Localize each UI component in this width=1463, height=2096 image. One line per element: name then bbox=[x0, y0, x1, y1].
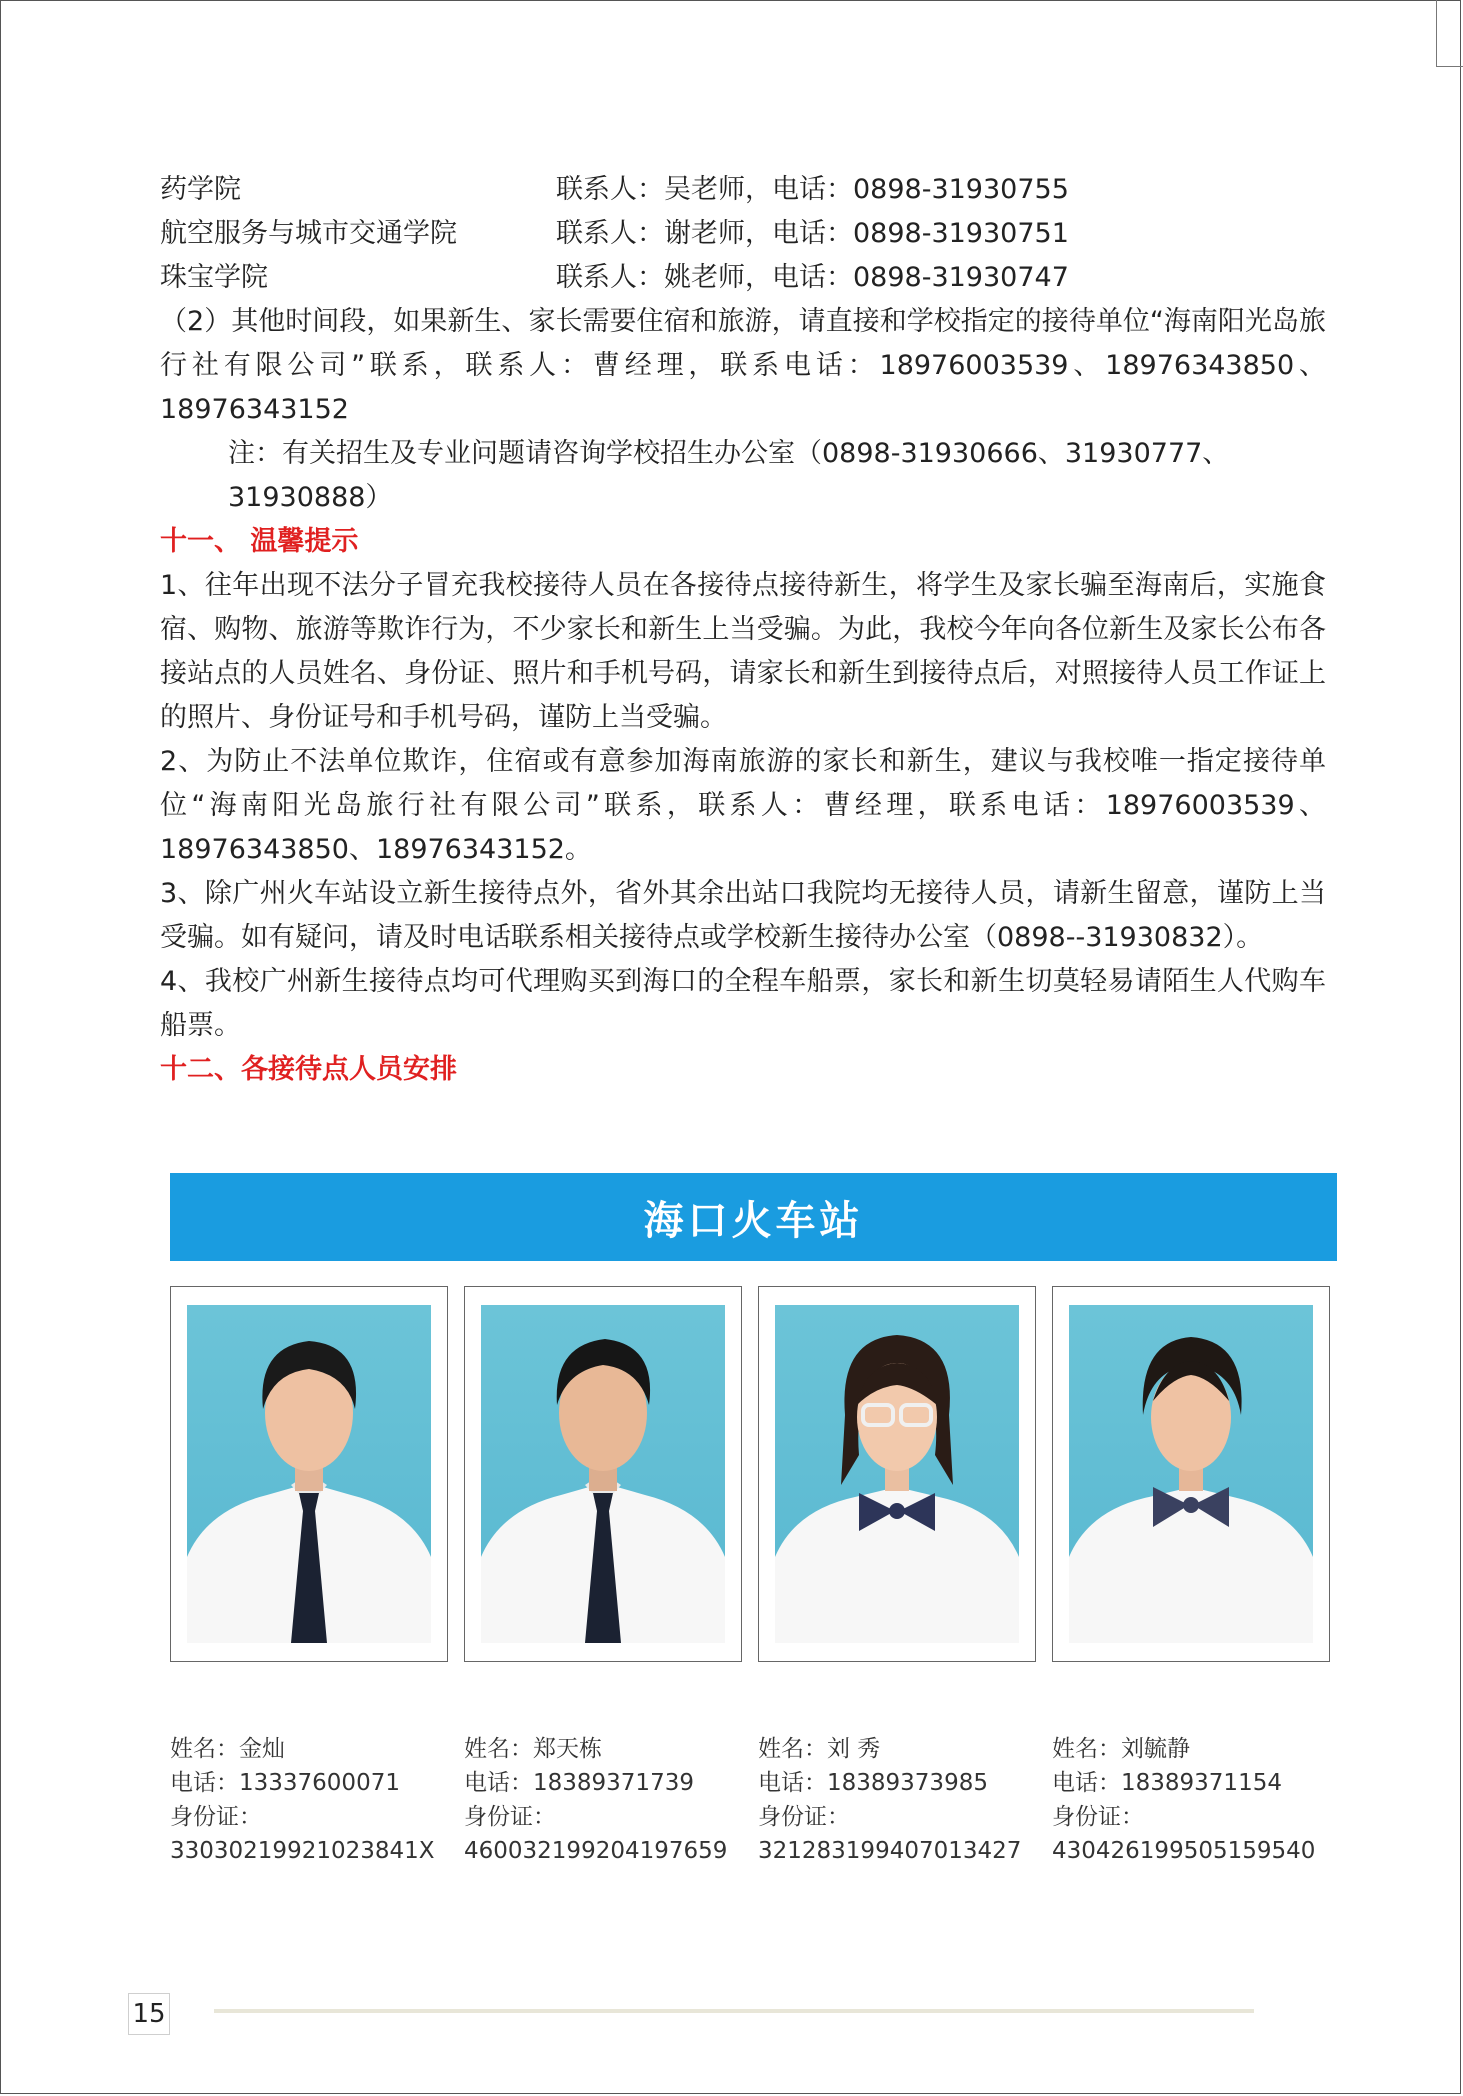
tip-item: 4、我校广州新生接待点均可代理购买到海口的全程车船票，家长和新生切莫轻易请陌生人代购车船票。 bbox=[160, 966, 1326, 1041]
section-12-title: 十二、各接待点人员安排 bbox=[160, 1054, 457, 1085]
document-body bbox=[160, 168, 1326, 1092]
staff-info bbox=[758, 1732, 1038, 1868]
dept-contact: 联系人：谢老师，电话：0898-31930751 bbox=[556, 218, 1069, 249]
staff-photo bbox=[1069, 1305, 1313, 1643]
staff-photo-card bbox=[170, 1286, 448, 1662]
staff-id-label: 身份证： bbox=[758, 1804, 850, 1830]
tip-item: 2、为防止不法单位欺诈，住宿或有意参加海南旅游的家长和新生，建议与我校唯一指定接待单位“海南阳光岛旅行社有限公司”联系，联系人：曹经理，联系电话：18976003539、18976343850、18976343152。 bbox=[160, 746, 1326, 865]
staff-id-label: 身份证： bbox=[464, 1804, 556, 1830]
dept-name: 航空服务与城市交通学院 bbox=[160, 218, 457, 249]
staff-info bbox=[464, 1732, 744, 1868]
staff-name: 姓名：刘 秀 bbox=[758, 1736, 881, 1762]
staff-name: 姓名：郑天栋 bbox=[464, 1736, 602, 1762]
tip-item: 1、往年出现不法分子冒充我校接待人员在各接待点接待新生，将学生及家长骗至海南后，实施食宿、购物、旅游等欺诈行为，不少家长和新生上当受骗。为此，我校今年向各位新生及家长公布各接站点的人员姓名、身份证、照片和手机号码，请家长和新生到接待点后，对照接待人员工作证上的照片、身份证号和手机号码，谨防上当受骗。 bbox=[160, 570, 1326, 733]
contact-row bbox=[160, 168, 1326, 212]
staff-info bbox=[170, 1732, 450, 1868]
portrait-female-icon bbox=[1069, 1305, 1313, 1643]
staff-name: 姓名：金灿 bbox=[170, 1736, 285, 1762]
portrait-male-icon bbox=[481, 1305, 725, 1643]
staff-name: 姓名：刘毓静 bbox=[1052, 1736, 1190, 1762]
station-name: 海口火车站 bbox=[643, 1197, 864, 1244]
staff-photo bbox=[187, 1305, 431, 1643]
dept-contact: 联系人：姚老师，电话：0898-31930747 bbox=[556, 262, 1069, 293]
dept-name: 药学院 bbox=[160, 174, 241, 205]
staff-phone: 电话：18389373985 bbox=[758, 1770, 988, 1796]
page-number: 15 bbox=[128, 1993, 170, 2035]
staff-photo-card bbox=[464, 1286, 742, 1662]
station-banner bbox=[170, 1173, 1337, 1261]
tip-item: 3、除广州火车站设立新生接待点外，省外其余出站口我院均无接待人员，请新生留意，谨防上当受骗。如有疑问，请及时电话联系相关接待点或学校新生接待办公室（0898--31930832）。 bbox=[160, 878, 1326, 953]
staff-id: 430426199505159540 bbox=[1052, 1838, 1316, 1864]
staff-photo bbox=[775, 1305, 1019, 1643]
staff-photo bbox=[481, 1305, 725, 1643]
page-fold-mark bbox=[1436, 0, 1463, 67]
dept-contact: 联系人：吴老师，电话：0898-31930755 bbox=[556, 174, 1069, 205]
note-paragraph: 注：有关招生及专业问题请咨询学校招生办公室（0898-31930666、31930777、31930888） bbox=[228, 438, 1230, 513]
footer-divider bbox=[214, 2009, 1254, 2013]
staff-info bbox=[1052, 1732, 1332, 1868]
staff-id-label: 身份证： bbox=[1052, 1804, 1144, 1830]
portrait-female-icon bbox=[775, 1305, 1019, 1643]
other-time-paragraph: （2）其他时间段，如果新生、家长需要住宿和旅游，请直接和学校指定的接待单位“海南阳光岛旅行社有限公司”联系，联系人：曹经理，联系电话：18976003539、18976343850、18976343152 bbox=[160, 306, 1326, 425]
staff-phone: 电话：18389371739 bbox=[464, 1770, 694, 1796]
staff-id: 33030219921023841X bbox=[170, 1838, 435, 1864]
staff-id: 321283199407013427 bbox=[758, 1838, 1022, 1864]
staff-phone: 电话：18389371154 bbox=[1052, 1770, 1282, 1796]
contact-row bbox=[160, 212, 1326, 256]
section-11-title: 十一、 温馨提示 bbox=[160, 526, 359, 557]
staff-id-label: 身份证： bbox=[170, 1804, 262, 1830]
portrait-male-icon bbox=[187, 1305, 431, 1643]
staff-phone: 电话：13337600071 bbox=[170, 1770, 400, 1796]
contact-row bbox=[160, 256, 1326, 300]
dept-name: 珠宝学院 bbox=[160, 262, 268, 293]
staff-id: 460032199204197659 bbox=[464, 1838, 728, 1864]
staff-photo-card bbox=[758, 1286, 1036, 1662]
staff-photo-card bbox=[1052, 1286, 1330, 1662]
